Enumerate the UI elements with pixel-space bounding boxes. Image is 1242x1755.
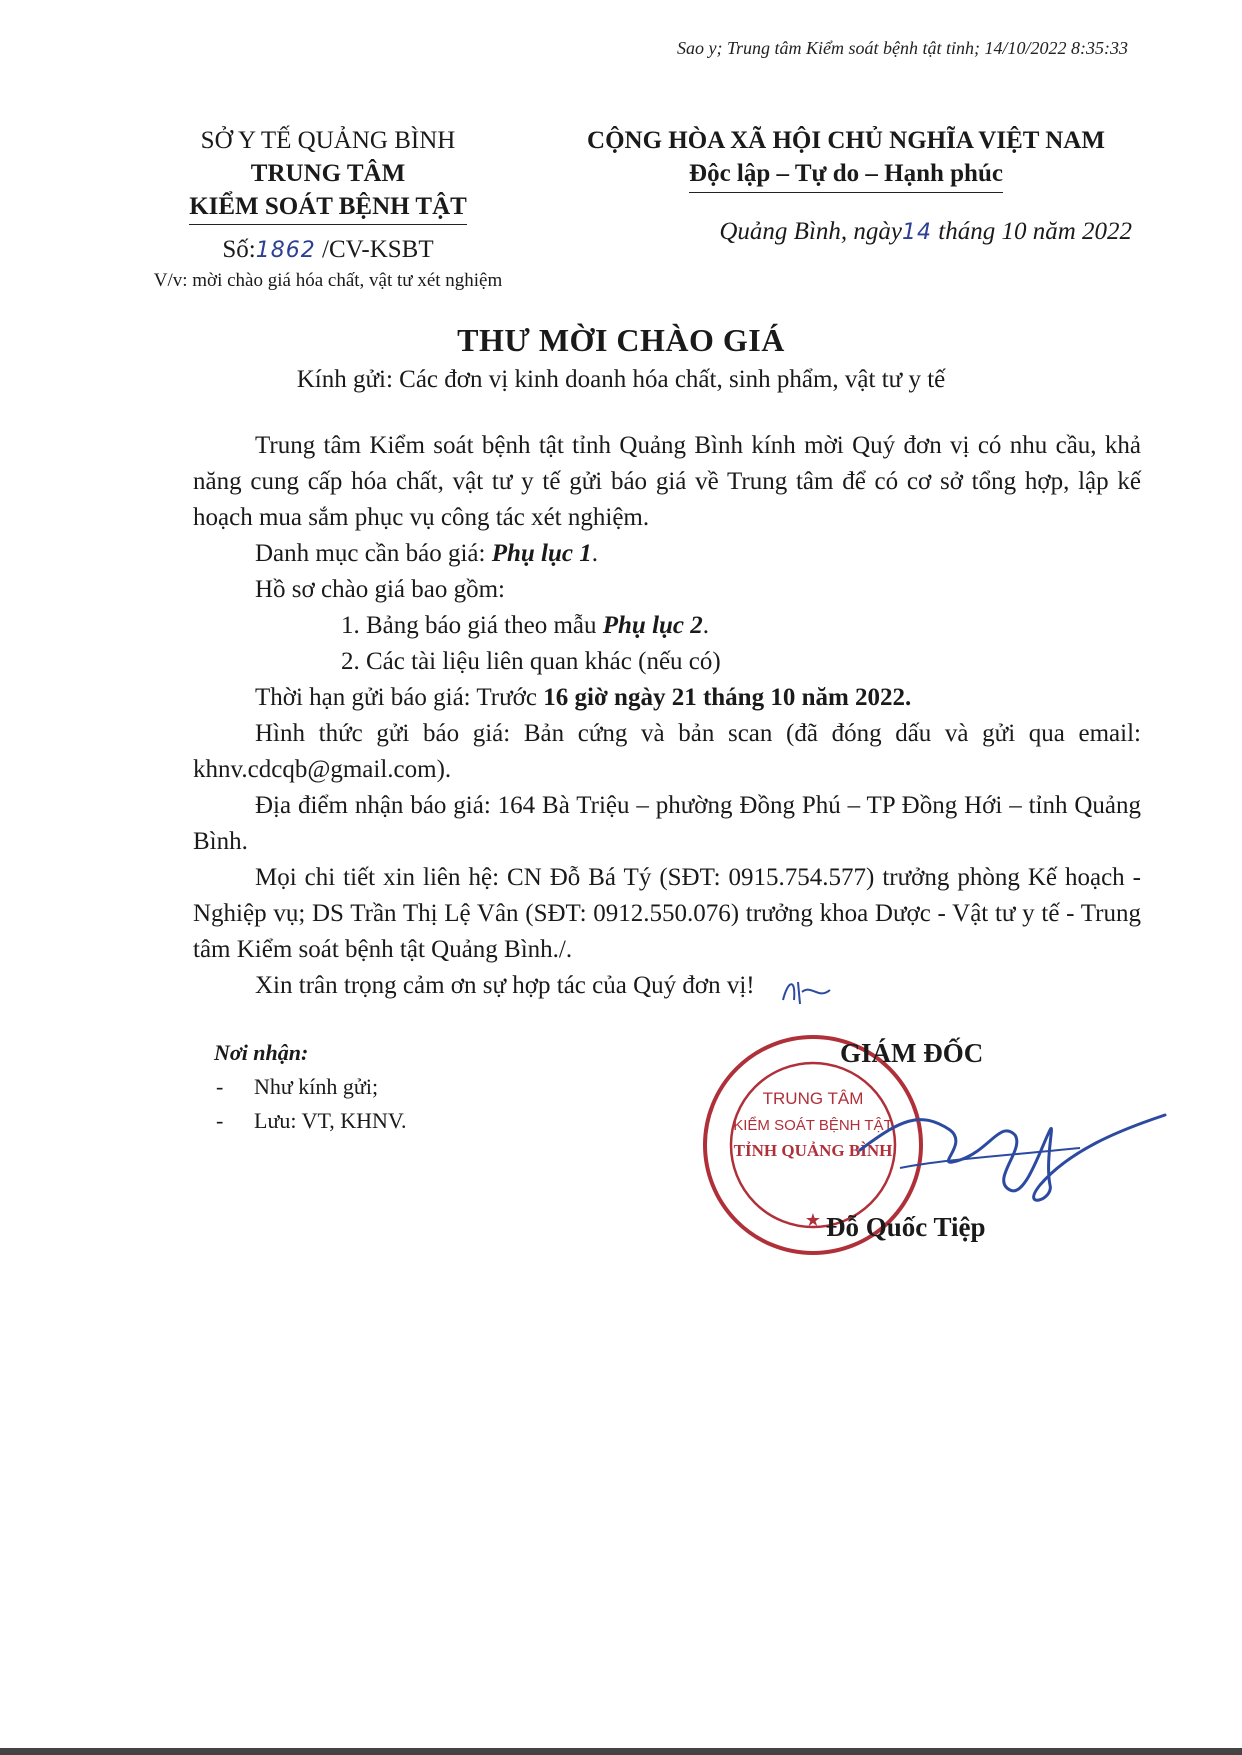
nation-name: CỘNG HÒA XÃ HỘI CHỦ NGHĨA VIỆT NAM — [587, 127, 1105, 154]
seal-star-icon: ★ — [804, 1210, 822, 1230]
document-title: THƯ MỜI CHÀO GIÁ — [457, 322, 785, 358]
item1-suffix: . — [702, 612, 710, 639]
appendix-2-ref: Phụ lục 2 — [602, 612, 703, 639]
recipient-item: - Lưu: VT, KHNV. — [214, 1104, 407, 1138]
agency-parent: SỞ Y TẾ QUẢNG BÌNH — [200, 127, 456, 154]
date-suffix: tháng 10 năm 2022 — [938, 218, 1132, 245]
date-day-handwritten: 14 — [902, 220, 932, 245]
dossier-item-1 — [193, 608, 1141, 644]
dossier-item-2: 2. Các tài liệu liên quan khác (nếu có) — [341, 648, 721, 675]
body-paragraph-intro: Trung tâm Kiểm soát bệnh tật tỉnh Quảng Bình kính mời Quý đơn vị có nhu cầu, khả năng cung cấp hóa chất, vật tư y tế gửi báo giá về Trung tâm để có cơ sở tổng hợp, lập kế hoạch mua sắm phục vụ công tác xét nghiệm. — [193, 432, 1141, 531]
recipient-item: - Như kính gửi; — [214, 1070, 407, 1104]
body-paragraph-contact: Mọi chi tiết xin liên hệ: CN Đỗ Bá Tý (SĐT: 0915.754.577) trưởng phòng Kế hoạch - Nghiệp vụ; DS Trần Thị Lệ Vân (SĐT: 0912.550.076) trưởng khoa Dược - Vật tư y tế - Trung tâm Kiểm soát bệnh tật Quảng Bình./. — [193, 864, 1141, 963]
body-paragraph-method: Hình thức gửi báo giá: Bản cứng và bản scan (đã đóng dấu và gửi qua email: khnv.cdcqb@gmail.com). — [193, 720, 1141, 783]
body-paragraph-list — [193, 536, 1141, 572]
list-suffix: . — [591, 540, 598, 567]
recipients-block — [214, 1036, 407, 1138]
scan-edge-bar — [0, 1748, 1242, 1755]
document-number — [118, 233, 538, 267]
body-paragraph-thanks: Xin trân trọng cảm ơn sự hợp tác của Quý đơn vị! — [255, 972, 755, 999]
issuing-agency-block — [118, 124, 538, 293]
issue-date — [556, 218, 1132, 246]
seal-text-line1: TRUNG TÂM — [762, 1089, 864, 1108]
recipients-title: Nơi nhận: — [214, 1040, 309, 1065]
item1-prefix: 1. Bảng báo giá theo mẫu — [341, 612, 603, 639]
body-paragraph-deadline — [193, 680, 1141, 716]
signatory-name: Đỗ Quốc Tiệp — [826, 1212, 986, 1242]
body-paragraph-dossier: Hồ sơ chào giá bao gồm: — [255, 576, 505, 603]
agency-name-wrap — [189, 157, 467, 225]
agency-name-line1: TRUNG TÂM — [250, 160, 406, 187]
appendix-1-ref: Phụ lục 1 — [491, 540, 592, 567]
handwritten-signature — [840, 1090, 1170, 1220]
list-prefix: Danh mục cần báo giá: — [255, 540, 492, 567]
document-subject: V/v: mời chào giá hóa chất, vật tư xét nghiệm — [153, 270, 503, 291]
body-paragraph-location: Địa điểm nhận báo giá: 164 Bà Triệu – phường Đồng Phú – TP Đồng Hới – tỉnh Quảng Bình. — [193, 792, 1141, 855]
recipient-line: Kính gửi: Các đơn vị kinh doanh hóa chất, sinh phẩm, vật tư y tế — [296, 366, 946, 393]
date-prefix: Quảng Bình, ngày — [719, 218, 902, 245]
doc-number-handwritten: 1862 — [255, 238, 316, 263]
national-motto: Độc lập – Tự do – Hạnh phúc — [689, 157, 1003, 193]
signatory-title: GIÁM ĐỐC — [840, 1038, 984, 1068]
deadline-value: 16 giờ ngày 21 tháng 10 năm 2022. — [543, 684, 912, 711]
agency-name-line2: KIỂM SOÁT BỆNH TẬT — [189, 193, 467, 220]
seal-text-line2: KIỂM SOÁT BỆNH TẬT — [733, 1117, 893, 1134]
national-title-block — [556, 124, 1136, 193]
seal-text-line3: TỈNH QUẢNG BÌNH — [733, 1141, 893, 1160]
doc-number-suffix: /CV-KSBT — [322, 236, 434, 263]
copy-certification-note: Sao y; Trung tâm Kiểm soát bệnh tật tỉnh; 14/10/2022 8:35:33 — [677, 38, 1128, 58]
doc-number-prefix: Số: — [222, 236, 256, 263]
letter-body — [193, 428, 1141, 1004]
handwritten-initials — [778, 970, 838, 1010]
deadline-prefix: Thời hạn gửi báo giá: Trước — [255, 684, 544, 711]
